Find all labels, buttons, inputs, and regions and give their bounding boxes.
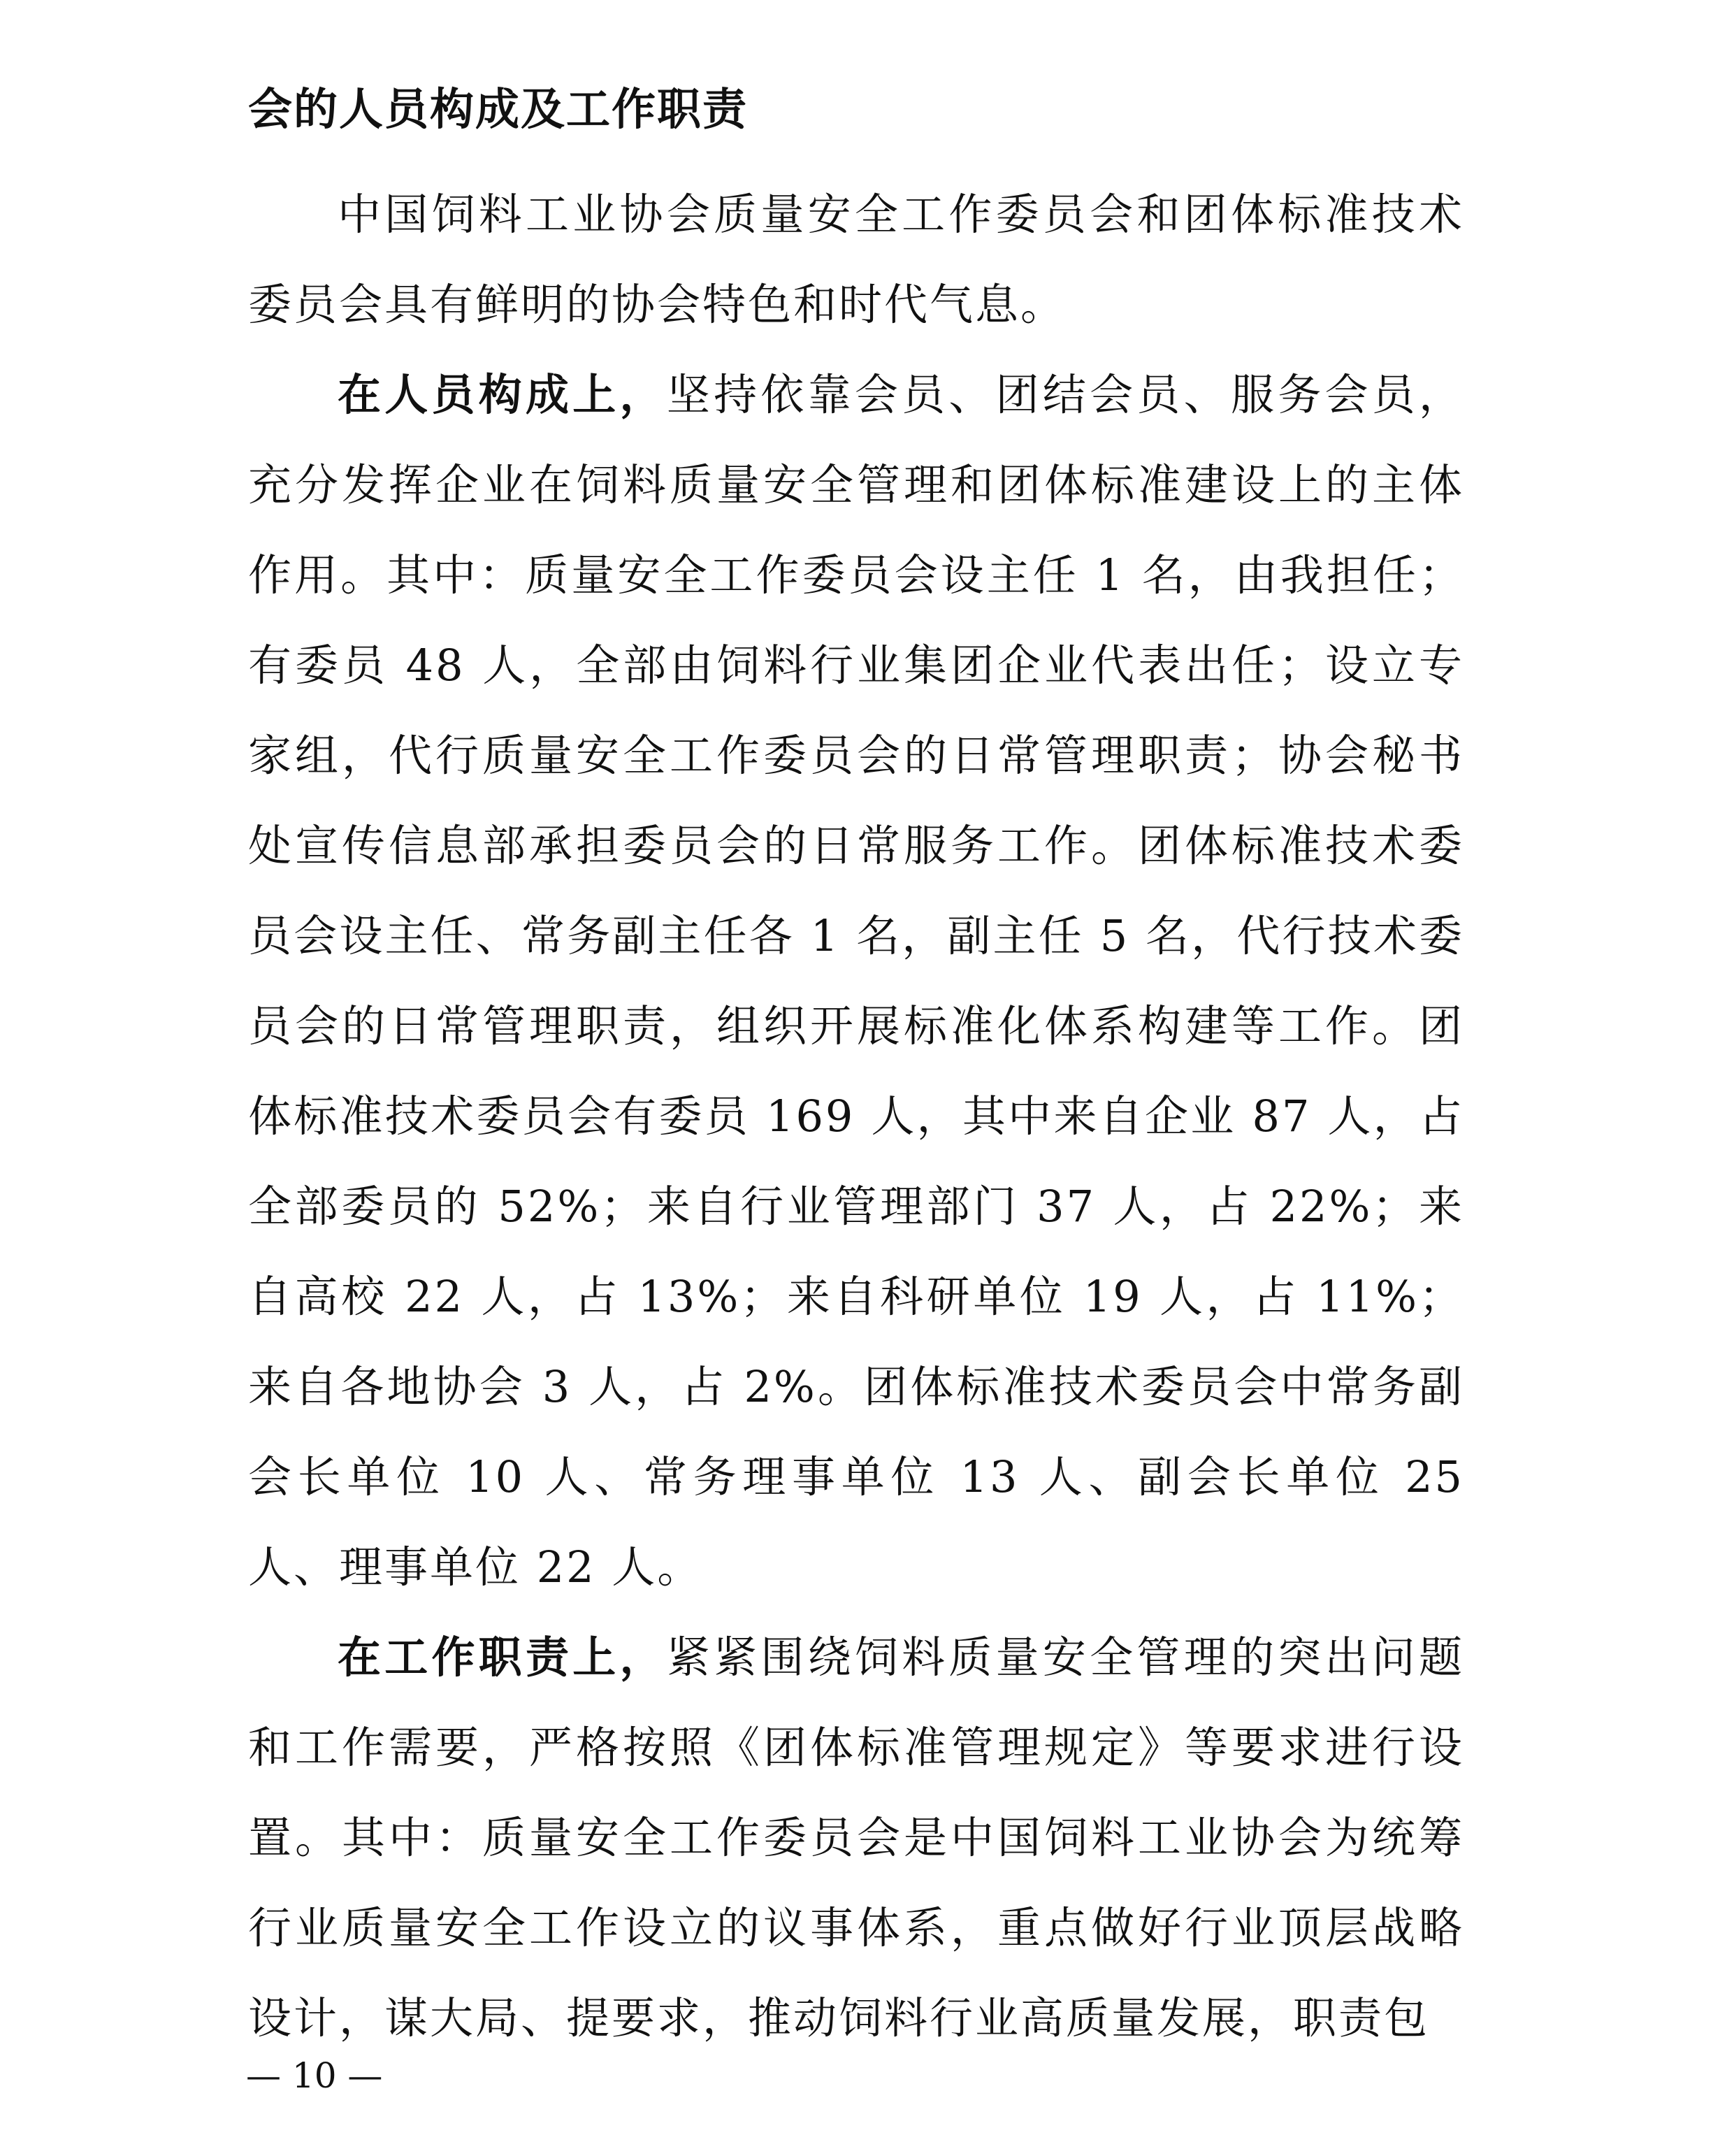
paragraph-lead: 在工作职责上， [338,1632,667,1683]
paragraph-text: 坚持依靠会员、团结会员、服务会员，充分发挥企业在饲料质量安全管理和团体标准建设上的主体作用。其中：质量安全工作委员会设主任 1 名，由我担任；有委员 48 人，全部由饲料行业集团企业代表出任；设立专家组，代行质量安全工作委员会的日常管理职责；协会秘书处宣传信息部承担委员会的日常服务工作。团体标准技术委员会设主任、常务副主任各 1 名，副主任 5 名，代行技术委员会的日常管理职责，组织开展标准化体系构建等工作。团体标准技术委员会有委员 169 人，其中来自企业 87 人，占全部委员的 52%；来自行业管理部门 37 人，占 22%；来自高校 22 人，占 13%；来自科研单位 19 人，占 11%；来自各地协会 3 人，占 2%。团体标准技术委员会中常务副会长单位 10 人、常务理事单位 13 人、副会长单位 25 人、理事单位 22 人。 [248,369,1464,1593]
paragraph-text: 中国饲料工业协会质量安全工作委员会和团体标准技术委员会具有鲜明的协会特色和时代气息。 [248,189,1464,330]
paragraph-lead: 在人员构成上， [338,369,667,420]
paragraph-intro [248,169,1464,350]
paragraph-personnel-composition [248,350,1464,1612]
paragraph-text: 紧紧围绕饲料质量安全管理的突出问题和工作需要，严格按照《团体标准管理规定》等要求进行设置。其中：质量安全工作委员会是中国饲料工业协会为统筹行业质量安全工作设立的议事体系，重点做好行业顶层战略设计，谋大局、提要求，推动饲料行业高质量发展，职责包 [248,1632,1464,2043]
paragraph-work-responsibilities [248,1612,1464,2063]
page-number: — 10 — [246,2055,383,2096]
body-text [248,169,1464,2063]
section-heading: 会的人员构成及工作职责 [248,84,748,135]
